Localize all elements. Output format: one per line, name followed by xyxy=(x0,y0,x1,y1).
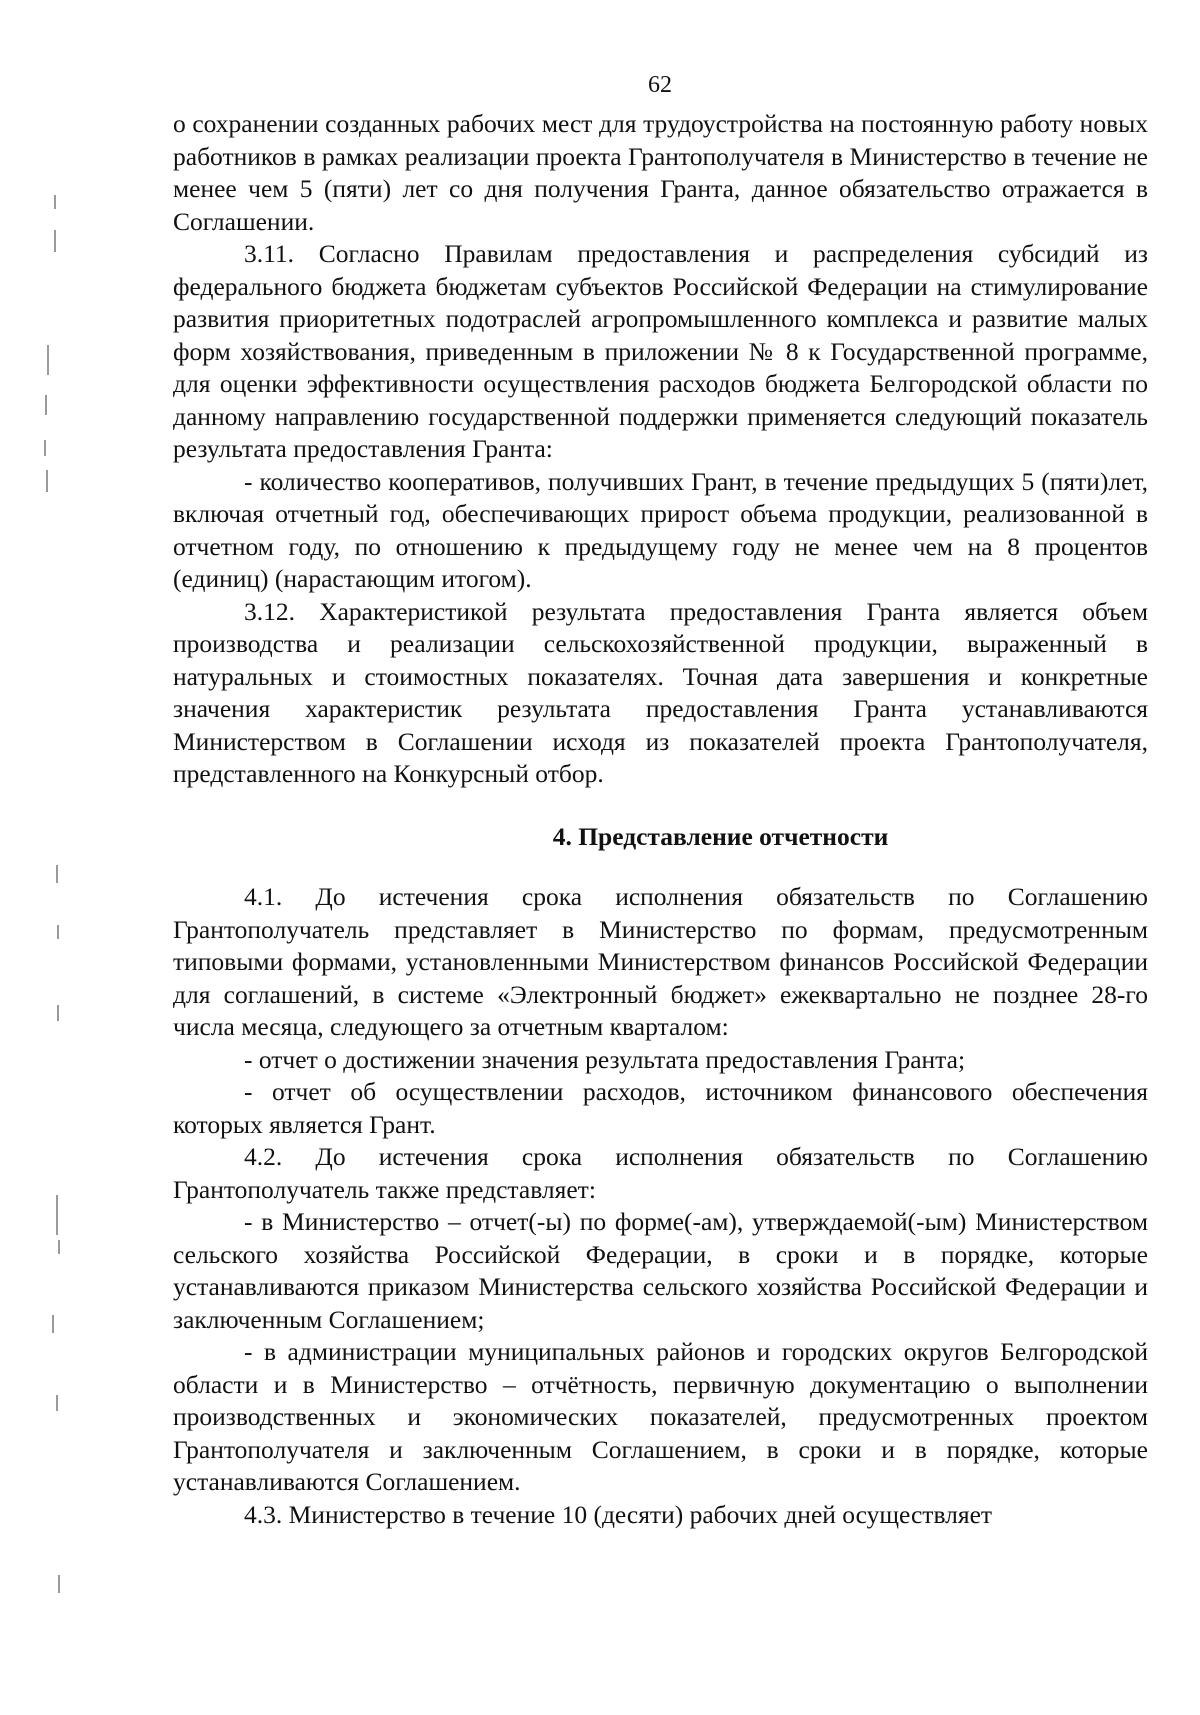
paragraph-4-3: 4.3. Министерство в течение 10 (десяти) рабочих дней осуществляет xyxy=(244,1499,993,1529)
bullet-item: - количество кооперативов, получивших Грант, в течение предыдущих 5 (пяти)лет, включая отчетный год, обеспечивающих прирост объема продукции, реализованной в отчетном году, по отношению к предыдущему году не менее чем на 8 процентов (единиц) (нарастающим итогом). xyxy=(173,466,1148,593)
paragraph-3-12: 3.12. Характеристикой результата предоставления Гранта является объем производства и реализации сельскохозяйственной продукции, выраженный в натуральных и стоимостных показателях. Точная дата завершения и конкретные значения характеристик результата предоставления Гранта устанавливаются Министерством в Соглашении исходя из показателей проекта Грантополучателя, представленного на Конкурсный отбор. xyxy=(173,596,1148,788)
bullet-item: - в администрации муниципальных районов и городских округов Белгородской области и в Министерство – отчётность, первичную документацию о выполнении производственных и экономических показателей, предусмотренных проектом Грантополучателя и заключенным Соглашением, в сроки и в порядке, которые устанавливаются Соглашением. xyxy=(173,1337,1148,1496)
paragraph-3-11: 3.11. Согласно Правилам предоставления и распределения субсидий из федерального бюджета бюджетам субъектов Российской Федерации на стимулирование развития приоритетных подотраслей агропромышленного комплекса и развитие малых форм хозяйствования, приведенным в приложении № 8 к Государственной программе, для оценки эффективности осуществления расходов бюджета Белгородской области по данному направлению государственной поддержки применяется следующий показатель результата предоставления Гранта: xyxy=(173,239,1148,463)
page-number: 62 xyxy=(648,72,672,98)
bullet-item: - в Министерство – отчет(-ы) по форме(-ам), утверждаемой(-ым) Министерством сельского хозяйства Российской Федерации, в сроки и в порядке, которые устанавливаются приказом Министерства сельского хозяйства Российской Федерации и заключенным Соглашением; xyxy=(173,1207,1148,1334)
paragraph-4-1: 4.1. До истечения срока исполнения обязательств по Соглашению Грантополучатель представляет в Министерство по формам, предусмотренным типовыми формами, установленными Министерством финансов Российской Федерации для соглашений, в системе «Электронный бюджет» ежеквартально не позднее 28-го числа месяца, следующего за отчетным кварталом: xyxy=(173,882,1148,1041)
document-body xyxy=(173,108,1148,1531)
bullet-item: - отчет об осуществлении расходов, источником финансового обеспечения которых является Грант. xyxy=(173,1077,1148,1139)
bullet-item: - отчет о достижении значения результата предоставления Гранта; xyxy=(244,1044,966,1074)
paragraph: о сохранении созданных рабочих мест для трудоустройства на постоянную работу новых работников в рамках реализации проекта Грантополучателя в Министерство в течение не менее чем 5 (пяти) лет со дня получения Гранта, данное обязательство отражается в Соглашении. xyxy=(173,109,1148,236)
section-heading: 4. Представление отчетности xyxy=(552,821,889,851)
paragraph-4-2: 4.2. До истечения срока исполнения обязательств по Соглашению Грантополучатель также представляет: xyxy=(173,1142,1148,1204)
